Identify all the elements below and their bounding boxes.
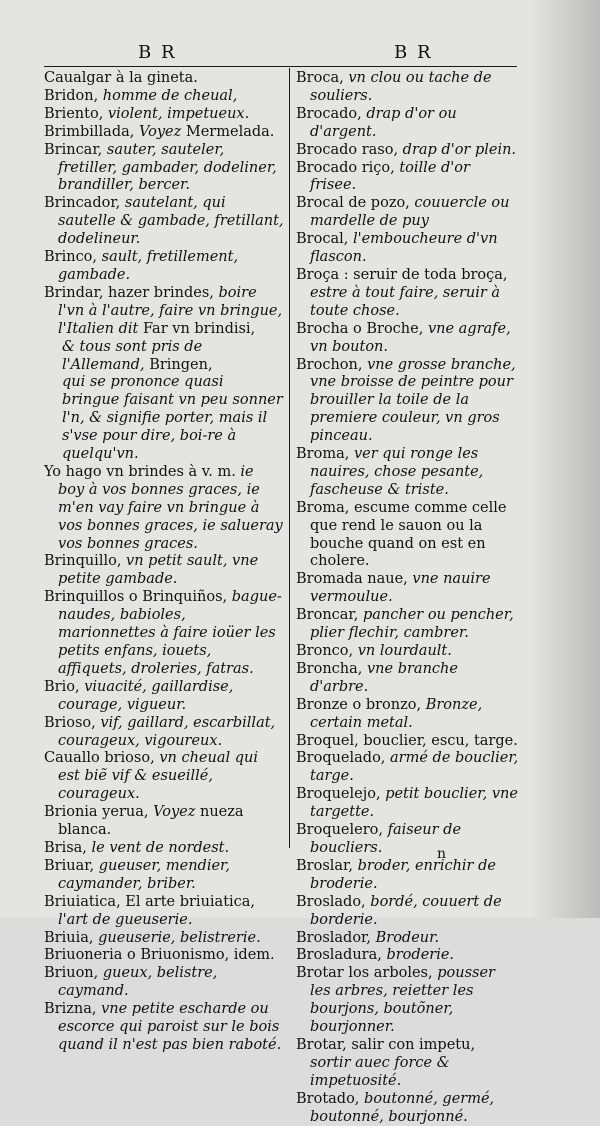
entry-headword: Broslar, <box>296 857 353 874</box>
dictionary-entry <box>44 249 284 285</box>
dictionary-entry <box>296 231 520 267</box>
entry-definition: faiseur de boucliers. <box>310 822 462 856</box>
entry-headword: Brotado, <box>296 1090 360 1107</box>
entry-headword: Cauallo brioso, <box>44 750 155 767</box>
entry-definition: pancher ou pencher, plier flechir, cambrer. <box>310 607 514 642</box>
entry-headword: Briuiatica, El arte briuiatica, <box>44 893 256 910</box>
entry-definition: broder, enrichir de broderie. <box>310 857 496 892</box>
dictionary-entry <box>296 661 520 697</box>
entry-note: bouclier, escu, targe. <box>363 732 518 749</box>
entry-definition: toille d'or frisee. <box>310 159 470 194</box>
entry-definition: & tous sont pris de l'Allemand, <box>62 338 203 373</box>
dictionary-entry <box>44 70 284 88</box>
dictionary-entry <box>296 70 520 106</box>
entry-note: nueza blanca. <box>58 804 244 839</box>
dictionary-entry <box>44 858 284 894</box>
entry-headword: Brocado riço, <box>296 159 395 176</box>
column-divider <box>289 68 290 848</box>
entry-headword: Brocal de pozo, <box>296 195 410 212</box>
dictionary-entry <box>296 733 520 751</box>
dictionary-entry <box>296 357 520 447</box>
entry-headword: Bromada naue, <box>296 571 408 588</box>
entry-note: Mermelada. <box>185 123 275 140</box>
dictionary-entry <box>296 786 520 822</box>
dictionary-entry <box>44 106 284 124</box>
entry-definition: boire l'vn à l'autre, faire vn bringue, l'Italien dit <box>58 284 283 337</box>
entry-headword: Brisa, <box>44 839 87 856</box>
entry-definition: vn lourdault. <box>357 643 452 659</box>
running-head-right: B R <box>394 42 433 63</box>
header-rule <box>44 66 517 67</box>
dictionary-entry <box>296 607 520 643</box>
entry-definition: vn petit sault, vne petite gambade. <box>58 553 259 588</box>
entry-definition: sautelant, qui sautelle & gambade, fretillant, dodelineur. <box>58 195 284 248</box>
entry-definition: l'embouchеure d'vn flascon. <box>310 231 498 266</box>
dictionary-entry <box>44 142 284 196</box>
entry-note: idem. <box>233 947 275 964</box>
dictionary-entry <box>296 142 520 160</box>
dictionary-entry <box>296 267 520 321</box>
dictionary-entry <box>44 840 284 858</box>
entry-note: Far vn brindisi, <box>142 320 256 337</box>
dictionary-entry <box>296 195 520 231</box>
dictionary-entry <box>296 750 520 786</box>
entry-headword: Brocal, <box>296 231 349 248</box>
dictionary-entry <box>44 750 284 804</box>
entry-definition: drap d'or plein. <box>402 141 517 158</box>
entry-definition: boutonné, germé, boutonné, bourjonné. <box>310 1090 495 1125</box>
entry-note: escume comme celle que rend le sauon ou la bouche quand on est en cholere. <box>310 499 507 570</box>
entry-definition: Brodeur. <box>375 929 440 946</box>
running-head-left: B R <box>138 42 177 63</box>
dictionary-entry <box>44 965 284 1001</box>
dictionary-entry <box>44 947 284 965</box>
entry-headword: Bronze o bronzo, <box>296 696 422 713</box>
entry-headword: Briento, <box>44 105 104 122</box>
entry-headword: Broslador, <box>296 929 371 946</box>
entry-headword: Brimbillada, <box>44 123 135 140</box>
entry-definition: vne agrafe, vn bouton. <box>310 320 511 355</box>
entry-headword: Broslado, <box>296 893 366 910</box>
entry-headword: Broca, <box>296 70 344 86</box>
dictionary-entry <box>296 822 520 858</box>
entry-definition: vne nauire vermoulue. <box>310 571 491 606</box>
dictionary-entry <box>44 124 284 142</box>
entry-definition: armé de bouclier, targe. <box>310 750 519 785</box>
dictionary-entry <box>44 804 284 840</box>
dictionary-entry <box>62 339 284 375</box>
entry-headword: Brincar, <box>44 141 103 158</box>
entry-definition: vne grosse branche, vne broisse de peintre pour brouiller la toile de la premiere couleur, vn gros pinceau. <box>310 356 516 445</box>
entry-definition: l'art de gueuserie. <box>58 911 193 928</box>
dictionary-entry <box>296 500 520 572</box>
entry-headword: Yo hago vn brindes à v. m. <box>44 463 236 480</box>
entry-headword: Broquelado, <box>296 750 386 767</box>
signature-mark: n <box>437 846 447 862</box>
entry-headword: Broma, <box>296 499 350 516</box>
entry-headword: Broma, <box>296 446 350 463</box>
dictionary-entry <box>44 679 284 715</box>
entry-headword: Bridon, <box>44 87 99 104</box>
entry-definition: vif, gaillard, escarbillat, courageux, vigoureux. <box>58 714 276 749</box>
dictionary-entry <box>296 947 520 965</box>
entry-headword: Broquel, <box>296 732 359 749</box>
entry-headword: Brocha o Broche, <box>296 320 424 337</box>
entry-definition: Voyez <box>153 804 196 821</box>
dictionary-entry <box>296 697 520 733</box>
dictionary-entry <box>44 1001 284 1055</box>
entry-definition: pousser les arbres, reietter les bourjons, boutõner, bourjonner. <box>310 965 495 1036</box>
dictionary-entry <box>44 195 284 249</box>
entry-definition: broderie. <box>386 947 455 964</box>
entry-note: Bringen, <box>149 356 213 373</box>
dictionary-entry <box>44 715 284 751</box>
entry-headword: Brizna, <box>44 1001 97 1018</box>
entry-definition: qui se prononce quasi bringue faisant vn peu sonner l'n, & signifie porter, mais il s'vse pour dire, boi-re à quelqu'vn. <box>62 374 283 463</box>
dictionary-entry <box>296 106 520 142</box>
entry-headword: Brotar los arboles, <box>296 965 433 982</box>
entry-definition: le vent de nordest. <box>91 839 230 856</box>
entry-definition: sauter, sauteler, fretiller, gambader, dodeliner, brandiller, bercer. <box>58 141 277 194</box>
entry-headword: Brionia yerua, <box>44 804 149 821</box>
entry-definition: ver qui ronge les nauires, chose pesante, fascheuse & triste. <box>310 446 484 498</box>
entry-definition: sault, fretillement, gambade. <box>58 249 239 283</box>
dictionary-entry <box>296 1091 520 1126</box>
entry-definition: viuacité, gaillardise, courage, vigueur. <box>58 678 234 713</box>
dictionary-entry <box>44 285 284 339</box>
dictionary-entry <box>296 930 520 948</box>
dictionary-entry <box>44 589 284 679</box>
dictionary-entry <box>296 965 520 1037</box>
entry-definition: vn clou ou tache de souliers. <box>310 70 492 104</box>
entry-definition: gueuser, mendier, caymander, briber. <box>58 857 231 892</box>
dictionary-entry <box>296 894 520 930</box>
entry-definition: gueuserie, belistrerie. <box>98 929 261 946</box>
entry-headword: Caualgar à la gineta. <box>44 70 198 86</box>
dictionary-entry <box>296 321 520 357</box>
entry-definition: violent, impetueux. <box>107 105 250 122</box>
entry-headword: Brochon, <box>296 356 363 373</box>
dictionary-entry <box>62 374 284 464</box>
entry-definition: Bronze, certain metal. <box>310 696 483 731</box>
entry-definition: homme de cheual, <box>102 87 238 104</box>
entry-definition: sortir auec force & impetuosité. <box>310 1054 450 1089</box>
dictionary-entry <box>296 643 520 661</box>
entry-definition: bague-naudes, babioles, marionnettes à faire ioüer les petits enfans, iouets, affiquets, droleries, fatras. <box>58 589 282 677</box>
page-edge-shadow <box>530 0 600 918</box>
entry-definition: bordé, couuert de borderie. <box>310 893 502 928</box>
entry-headword: Broncar, <box>296 607 359 624</box>
entry-definition: vne petite escharde ou escorce qui paroist sur le bois quand il n'est pas bien raboté. <box>58 1001 282 1053</box>
dictionary-entry <box>296 1037 520 1091</box>
entry-definition: vne branche d'arbre. <box>310 660 458 695</box>
entry-definition: ie boy à vos bonnes graces, ie m'en vay faire vn bringue à vos bonnes graces, ie salueray vos bonnes graces. <box>58 463 283 552</box>
entry-definition: petit bouclier, vne targette. <box>310 786 518 821</box>
entry-headword: Briuar, <box>44 857 95 874</box>
entry-headword: Briuia, <box>44 929 94 946</box>
entry-headword: Brio, <box>44 678 80 695</box>
entry-definition: drap d'or ou d'argent. <box>310 105 457 140</box>
entry-definition: vn cheual qui est biẽ vif & esueillé, courageux. <box>58 750 258 803</box>
entry-definition: Voyez <box>138 123 182 140</box>
dictionary-entry <box>44 553 284 589</box>
dictionary-entry <box>44 464 284 554</box>
entry-headword: Brocado, <box>296 105 362 122</box>
entry-definition: gueux, belistre, caymand. <box>58 965 218 1000</box>
entry-headword: Broncha, <box>296 660 363 677</box>
dictionary-entry <box>296 858 520 894</box>
entry-headword: Briuoneria o Briuonismo, <box>44 947 230 964</box>
entry-headword: Broça : seruir de toda broça, <box>296 266 508 283</box>
entry-headword: Brosladura, <box>296 947 382 964</box>
dictionary-entry <box>44 930 284 948</box>
dictionary-entry <box>44 894 284 930</box>
entry-headword: Brocado raso, <box>296 141 399 158</box>
left-column <box>44 70 284 1055</box>
dictionary-entry <box>296 446 520 500</box>
dictionary-entry <box>296 571 520 607</box>
entry-headword: Briuon, <box>44 965 99 982</box>
entry-definition: estre à tout faire, seruir à toute chose. <box>310 284 501 319</box>
entry-definition: couuercle ou mardelle de puy <box>310 195 510 230</box>
entry-headword: Broquelero, <box>296 822 384 839</box>
entry-headword: Brincador, <box>44 195 121 212</box>
entry-headword: Brindar, hazer brindes, <box>44 284 214 301</box>
dictionary-entry <box>296 160 520 196</box>
entry-headword: Brinquillos o Brinquiños, <box>44 589 228 606</box>
entry-headword: Bronco, <box>296 643 354 659</box>
entry-headword: Broquelejo, <box>296 786 381 803</box>
entry-headword: Brotar, salir con impetu, <box>296 1036 476 1053</box>
entry-headword: Brioso, <box>44 714 96 731</box>
entry-headword: Brinquillo, <box>44 553 122 570</box>
dictionary-entry <box>44 88 284 106</box>
entry-headword: Brinco, <box>44 249 98 266</box>
right-column <box>296 70 520 1126</box>
